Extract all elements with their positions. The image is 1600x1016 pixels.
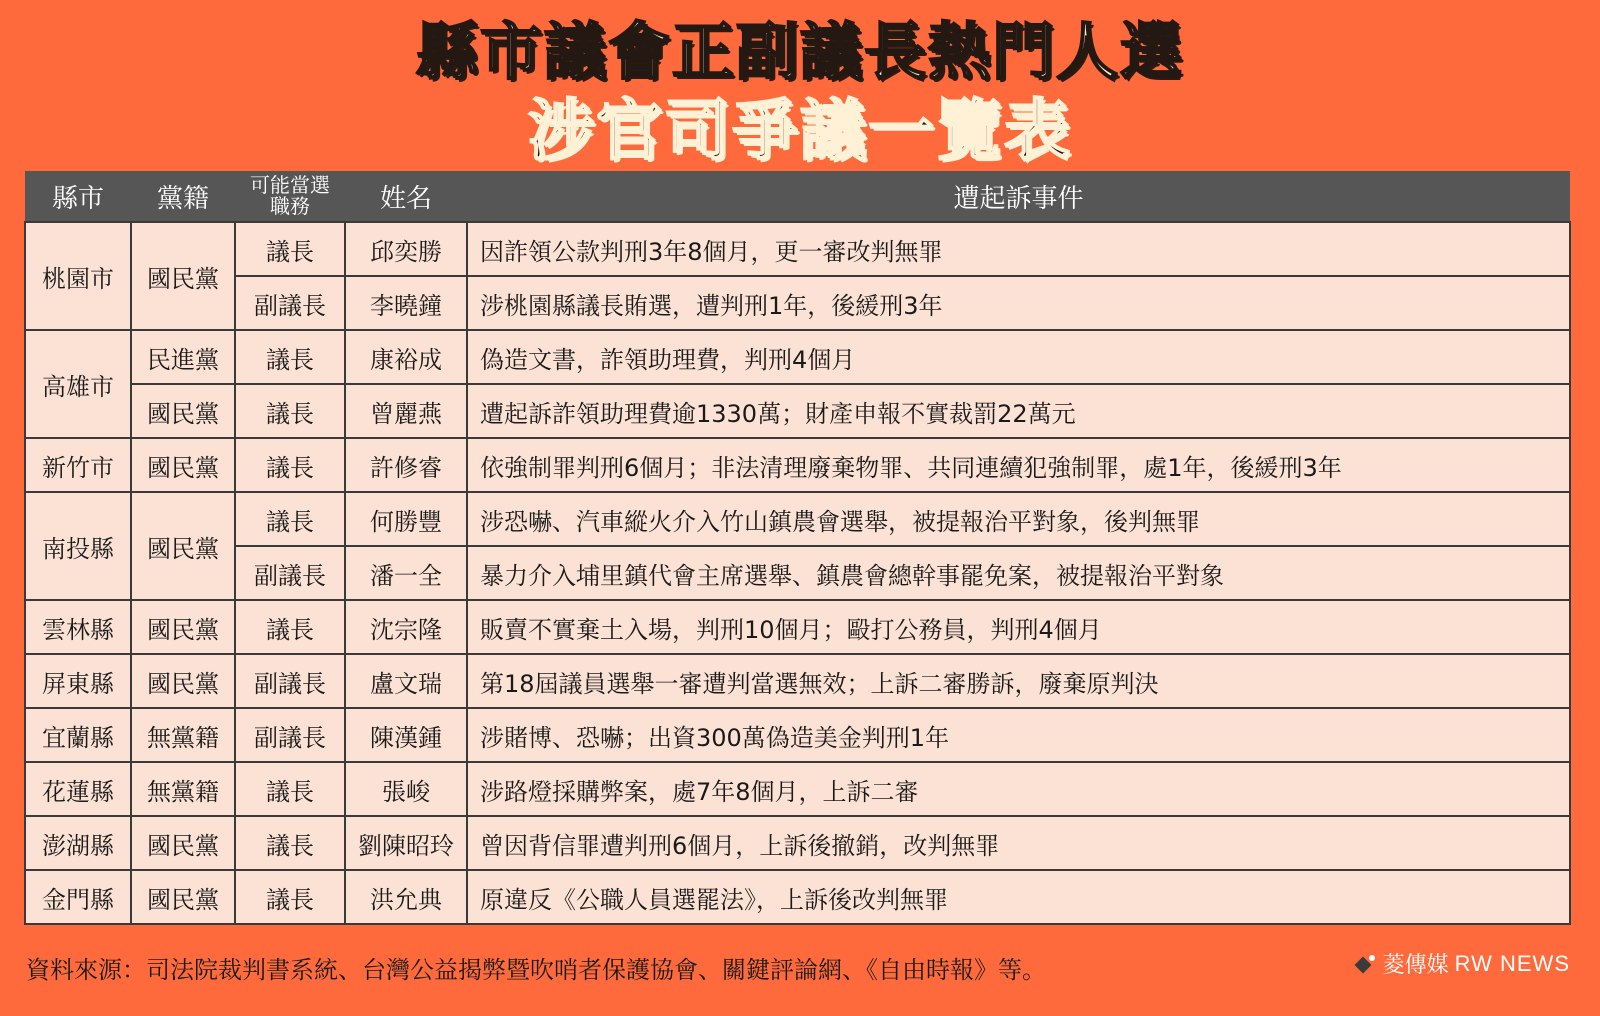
event-cell: 涉賭博、恐嚇；出資300萬偽造美金判刑1年 bbox=[467, 708, 1570, 762]
city-cell: 高雄市 bbox=[25, 330, 131, 438]
city-cell: 花蓮縣 bbox=[25, 762, 131, 816]
name-cell: 沈宗隆 bbox=[345, 600, 467, 654]
table-row bbox=[25, 222, 1570, 276]
table-row bbox=[25, 438, 1570, 492]
position-cell: 議長 bbox=[235, 330, 345, 384]
party-cell: 國民黨 bbox=[131, 384, 235, 438]
city-cell: 雲林縣 bbox=[25, 600, 131, 654]
table-row bbox=[25, 816, 1570, 870]
city-cell: 宜蘭縣 bbox=[25, 708, 131, 762]
city-cell: 屏東縣 bbox=[25, 654, 131, 708]
name-cell: 洪允典 bbox=[345, 870, 467, 924]
party-cell: 民進黨 bbox=[131, 330, 235, 384]
party-cell: 國民黨 bbox=[131, 600, 235, 654]
table-row bbox=[25, 654, 1570, 708]
event-cell: 偽造文書，詐領助理費，判刑4個月 bbox=[467, 330, 1570, 384]
city-cell: 新竹市 bbox=[25, 438, 131, 492]
position-cell: 議長 bbox=[235, 870, 345, 924]
table-row bbox=[25, 330, 1570, 384]
header-event: 遭起訴事件 bbox=[467, 171, 1570, 222]
event-cell: 涉桃園縣議長賄選，遭判刑1年，後緩刑3年 bbox=[467, 276, 1570, 330]
city-cell: 澎湖縣 bbox=[25, 816, 131, 870]
name-cell: 許修睿 bbox=[345, 438, 467, 492]
name-cell: 何勝豐 bbox=[345, 492, 467, 546]
table-row bbox=[25, 708, 1570, 762]
source-note: 資料來源：司法院裁判書系統、台灣公益揭弊暨吹哨者保護協會、關鍵評論網、《自由時報》等。 bbox=[26, 956, 1046, 984]
table-header-row bbox=[25, 171, 1570, 222]
position-cell: 議長 bbox=[235, 384, 345, 438]
party-cell: 國民黨 bbox=[131, 870, 235, 924]
cases-table bbox=[24, 171, 1571, 925]
name-cell: 康裕成 bbox=[345, 330, 467, 384]
position-cell: 議長 bbox=[235, 762, 345, 816]
party-cell: 國民黨 bbox=[131, 816, 235, 870]
title-line-2: 涉官司爭議一覽表 bbox=[528, 92, 1072, 169]
header-name: 姓名 bbox=[345, 171, 467, 222]
table-row bbox=[25, 492, 1570, 546]
brand-name-en: RW NEWS bbox=[1454, 950, 1570, 976]
position-cell: 議長 bbox=[235, 222, 345, 276]
table-row bbox=[25, 870, 1570, 924]
name-cell: 劉陳昭玲 bbox=[345, 816, 467, 870]
event-cell: 第18屆議員選舉一審遭判當選無效；上訴二審勝訴，廢棄原判決 bbox=[467, 654, 1570, 708]
position-cell: 副議長 bbox=[235, 654, 345, 708]
position-cell: 議長 bbox=[235, 600, 345, 654]
name-cell: 陳漢鍾 bbox=[345, 708, 467, 762]
header-party: 黨籍 bbox=[131, 171, 235, 222]
event-cell: 暴力介入埔里鎮代會主席選舉、鎮農會總幹事罷免案，被提報治平對象 bbox=[467, 546, 1570, 600]
table-row bbox=[25, 384, 1570, 438]
party-cell: 無黨籍 bbox=[131, 708, 235, 762]
party-cell: 國民黨 bbox=[131, 654, 235, 708]
brand-name-cn: 菱傳媒 bbox=[1382, 953, 1449, 978]
event-cell: 遭起訴詐領助理費逾1330萬；財產申報不實裁罰22萬元 bbox=[467, 384, 1570, 438]
name-cell: 潘一全 bbox=[345, 546, 467, 600]
position-cell: 副議長 bbox=[235, 546, 345, 600]
rw-news-logo-icon bbox=[1355, 953, 1377, 975]
position-cell: 副議長 bbox=[235, 276, 345, 330]
name-cell: 盧文瑞 bbox=[345, 654, 467, 708]
table-row bbox=[25, 276, 1570, 330]
event-cell: 因詐領公款判刑3年8個月，更一審改判無罪 bbox=[467, 222, 1570, 276]
event-cell: 原違反《公職人員選罷法》，上訴後改判無罪 bbox=[467, 870, 1570, 924]
position-cell: 議長 bbox=[235, 816, 345, 870]
party-cell: 國民黨 bbox=[131, 222, 235, 330]
event-cell: 曾因背信罪遭判刑6個月，上訴後撤銷，改判無罪 bbox=[467, 816, 1570, 870]
event-cell: 涉恐嚇、汽車縱火介入竹山鎮農會選舉，被提報治平對象，後判無罪 bbox=[467, 492, 1570, 546]
event-cell: 依強制罪判刑6個月；非法清理廢棄物罪、共同連續犯強制罪，處1年，後緩刑3年 bbox=[467, 438, 1570, 492]
event-cell: 涉路燈採購弊案，處7年8個月，上訴二審 bbox=[467, 762, 1570, 816]
party-cell: 國民黨 bbox=[131, 492, 235, 600]
event-cell: 販賣不實棄土入場，判刑10個月；毆打公務員，判刑4個月 bbox=[467, 600, 1570, 654]
header-position-line-1: 可能當選 bbox=[250, 173, 330, 197]
party-cell: 國民黨 bbox=[131, 438, 235, 492]
name-cell: 張峻 bbox=[345, 762, 467, 816]
position-cell: 議長 bbox=[235, 492, 345, 546]
city-cell: 南投縣 bbox=[25, 492, 131, 600]
name-cell: 李曉鐘 bbox=[345, 276, 467, 330]
brand-logo bbox=[1355, 948, 1570, 979]
table-row bbox=[25, 762, 1570, 816]
position-cell: 議長 bbox=[235, 438, 345, 492]
header-city: 縣市 bbox=[25, 171, 131, 222]
header-position-line-2: 職務 bbox=[270, 194, 310, 218]
name-cell: 邱奕勝 bbox=[345, 222, 467, 276]
table-row bbox=[25, 546, 1570, 600]
position-cell: 副議長 bbox=[235, 708, 345, 762]
city-cell: 金門縣 bbox=[25, 870, 131, 924]
name-cell: 曾麗燕 bbox=[345, 384, 467, 438]
header-position bbox=[235, 171, 345, 222]
city-cell: 桃園市 bbox=[25, 222, 131, 330]
party-cell: 無黨籍 bbox=[131, 762, 235, 816]
title-line-1: 縣市議會正副議長熱門人選 bbox=[415, 15, 1184, 88]
table-row bbox=[25, 600, 1570, 654]
